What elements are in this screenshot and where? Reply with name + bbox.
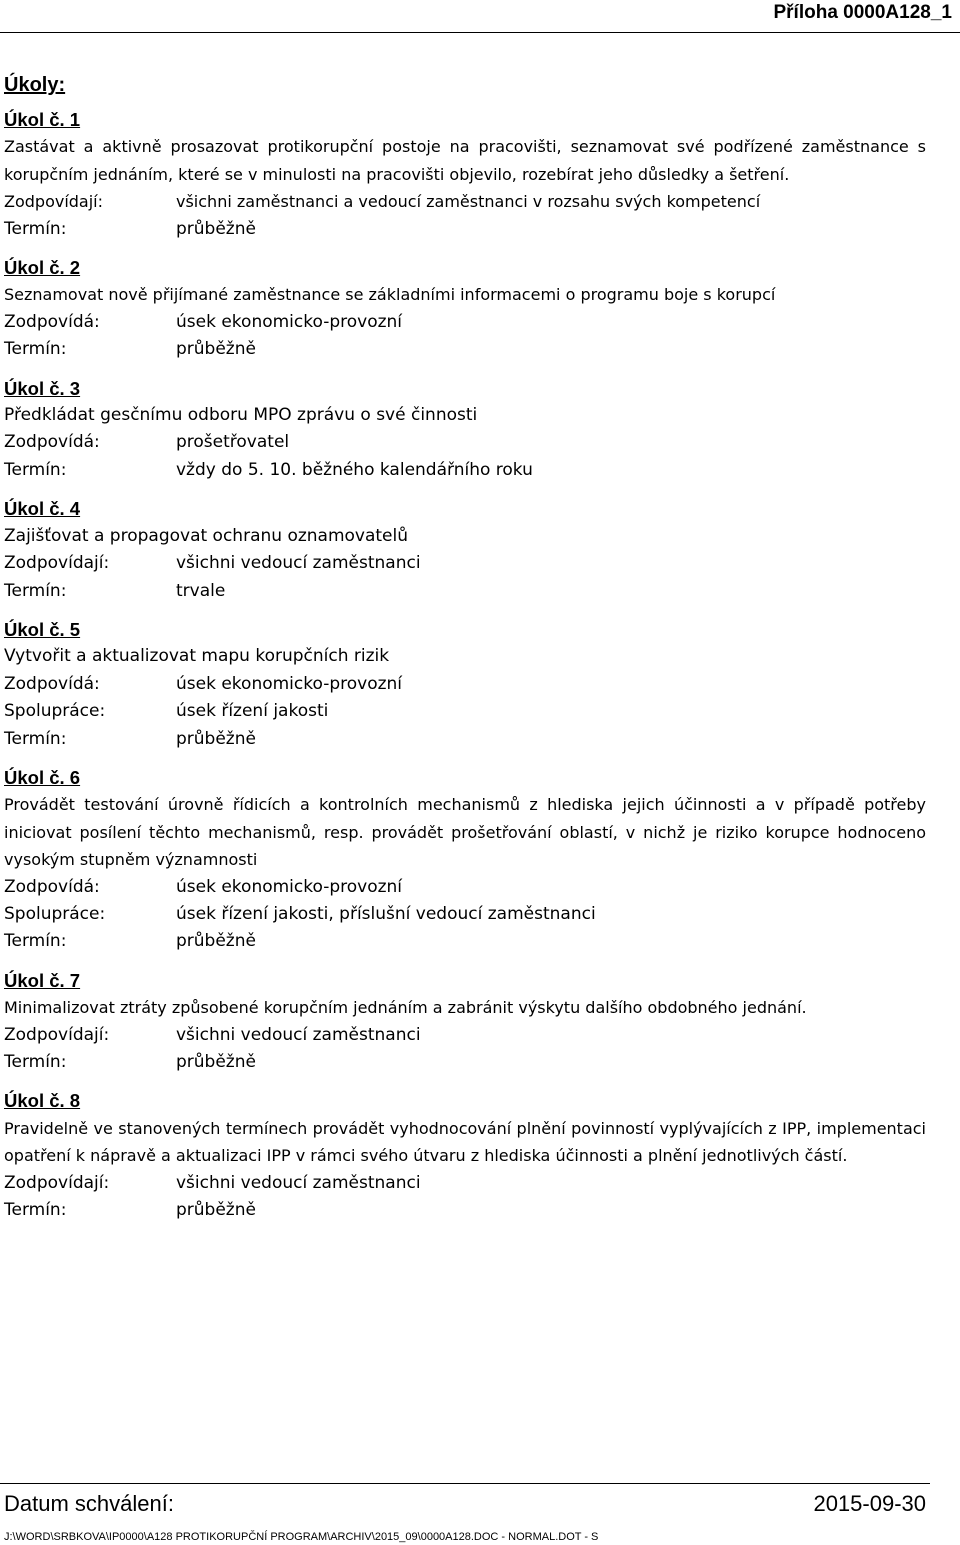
field-label: Spolupráce: [4, 701, 106, 722]
field-value: všichni zaměstnanci a vedoucí zaměstnanci v rozsahu svých kompetencí [176, 192, 761, 212]
field-label: Termín: [4, 1200, 67, 1221]
field-value: průběžně [176, 1200, 256, 1221]
task-title: Úkol č. 8 [4, 1090, 81, 1112]
field-value: všichni vedoucí zaměstnanci [176, 1024, 421, 1045]
task-title: Úkol č. 2 [4, 257, 81, 279]
task-field [4, 698, 926, 725]
task-field [4, 928, 926, 955]
field-value: trvale [176, 580, 226, 601]
field-label: Zodpovídají: [4, 1172, 110, 1193]
field-value: úsek ekonomicko-provozní [176, 311, 403, 332]
field-value: průběžně [176, 1052, 256, 1072]
document-body [4, 68, 926, 1235]
section-title: Úkoly: [4, 74, 66, 96]
task-title: Úkol č. 6 [4, 766, 81, 788]
task-title: Úkol č. 1 [4, 109, 81, 130]
field-value: vždy do 5. 10. běžného kalendářního roku [176, 459, 533, 480]
task-description: Provádět testování úrovně řídicích a kontrolních mechanismů z hlediska jejich účinnosti a v případě potřeby iniciovat posílení těchto mechanismů, resp. provádět prošetřování oblastí, v nichž je riziko korupce hodnoceno vysokým stupněm významnosti [4, 795, 926, 870]
task-field [4, 309, 926, 336]
approval-label: Datum schválení: [4, 1491, 174, 1516]
file-path: J:\WORD\SRBKOVA\IP0000\A128 PROTIKORUPČNÍ PROGRAM\ARCHIV\2015_09\0000A128.DOC - NORMAL.DOT - S [4, 1531, 599, 1543]
field-value: průběžně [176, 931, 256, 952]
field-label: Termín: [4, 459, 67, 480]
field-label: Zodpovídá: [4, 876, 100, 897]
approval-date: 2015-09-30 [813, 1491, 926, 1516]
field-value: průběžně [176, 339, 256, 360]
field-value: všichni vedoucí zaměstnanci [176, 553, 421, 574]
task-description: Zajišťovat a propagovat ochranu oznamovatelů [4, 525, 409, 546]
field-label: Zodpovídají: [4, 1024, 110, 1045]
task-1 [4, 106, 926, 243]
task-description: Minimalizovat ztráty způsobené korupčním jednáním a zabránit výskytu dalšího obdobného jednání. [4, 998, 807, 1018]
field-value: úsek ekonomicko-provozní [176, 876, 403, 897]
task-field [4, 874, 926, 901]
task-title: Úkol č. 7 [4, 969, 81, 991]
task-description: Zastávat a aktivně prosazovat protikorupční postoje na pracovišti, seznamovat své podřízené zaměstnance s korupčním jednáním, které se v minulosti na pracovišti objevilo, rozebírat jeho důsledky a šetření. [4, 137, 926, 184]
header-divider [0, 32, 960, 33]
field-label: Zodpovídá: [4, 673, 100, 694]
task-8 [4, 1087, 926, 1224]
task-4 [4, 495, 926, 605]
field-label: Zodpovídá: [4, 432, 100, 453]
field-label: Termín: [4, 580, 67, 601]
field-label: Zodpovídá: [4, 311, 100, 332]
task-field [4, 457, 926, 484]
field-value: úsek řízení jakosti, příslušní vedoucí zaměstnanci [176, 903, 596, 924]
task-field [4, 216, 926, 243]
field-value: průběžně [176, 218, 256, 239]
task-field [4, 429, 926, 456]
task-3 [4, 375, 926, 485]
field-value: prošetřovatel [176, 432, 290, 453]
task-title: Úkol č. 3 [4, 377, 81, 399]
task-description: Pravidelně ve stanovených termínech provádět vyhodnocování plnění povinností vyplývajících z IPP, implementaci opatření k nápravě a aktualizaci IPP v rámci svého útvaru z hlediska účinnosti a plnění jednotlivých částí. [4, 1118, 926, 1166]
task-field [4, 1170, 926, 1197]
task-title: Úkol č. 4 [4, 498, 81, 520]
field-value: úsek řízení jakosti [176, 701, 329, 722]
annex-label: Příloha 0000A128_1 [773, 2, 952, 23]
field-label: Termín: [4, 218, 67, 239]
task-description: Seznamovat nově přijímané zaměstnance se základními informacemi o programu boje s korupcí [4, 285, 776, 305]
task-field [4, 1022, 926, 1049]
field-value: úsek ekonomicko-provozní [176, 673, 403, 694]
task-5 [4, 616, 926, 753]
task-field [4, 901, 926, 928]
task-7 [4, 967, 926, 1077]
field-label: Termín: [4, 1052, 67, 1072]
task-field [4, 188, 926, 215]
task-field [4, 1197, 926, 1224]
task-field [4, 1049, 926, 1076]
task-2 [4, 254, 926, 364]
task-description: Předkládat gesčnímu odboru MPO zprávu o své činnosti [4, 405, 478, 426]
task-field [4, 726, 926, 753]
task-6 [4, 764, 926, 956]
task-field [4, 336, 926, 363]
field-label: Zodpovídají: [4, 192, 104, 212]
task-title: Úkol č. 5 [4, 618, 81, 640]
field-value: průběžně [176, 728, 256, 749]
task-field [4, 550, 926, 577]
task-field [4, 578, 926, 605]
field-label: Termín: [4, 931, 67, 952]
field-label: Spolupráce: [4, 903, 106, 924]
field-value: všichni vedoucí zaměstnanci [176, 1172, 421, 1193]
field-label: Termín: [4, 728, 67, 749]
footer-divider [0, 1483, 930, 1484]
task-field [4, 671, 926, 698]
task-description: Vytvořit a aktualizovat mapu korupčních rizik [4, 646, 390, 667]
field-label: Termín: [4, 339, 67, 360]
field-label: Zodpovídají: [4, 553, 110, 574]
